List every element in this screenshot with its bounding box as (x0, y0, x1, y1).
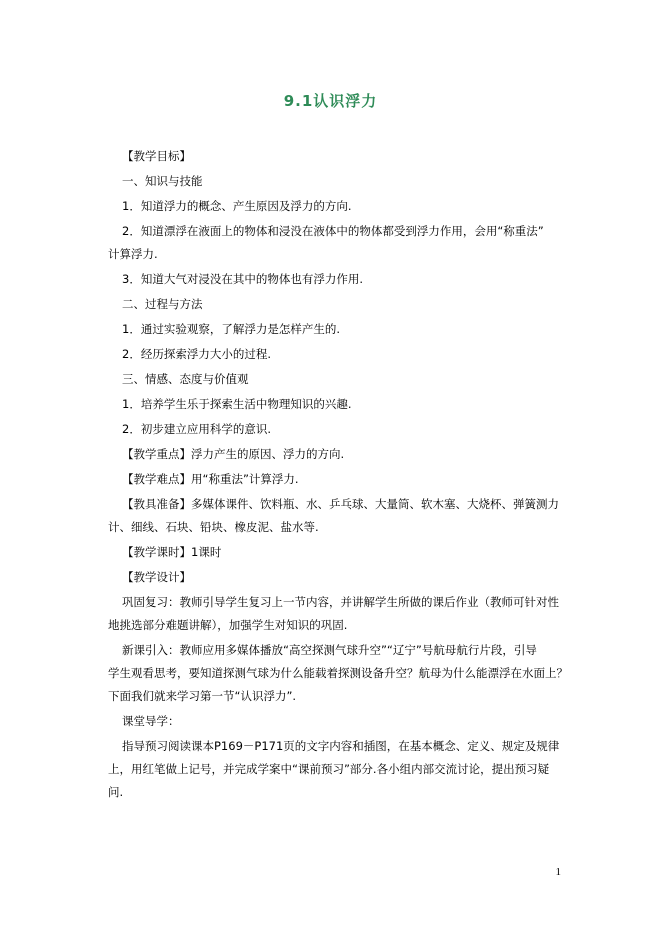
text-line: 一、知识与技能 (122, 174, 203, 188)
text-line: 学生观看思考，要知道探测气球为什么能载着探测设备升空？航母为什么能漂浮在水面上？ (108, 666, 568, 680)
text-line: 2．经历探索浮力大小的过程. (122, 347, 271, 361)
page-title: 9.1认识浮力 (283, 92, 378, 110)
text-line: 三、情感、态度与价值观 (122, 372, 249, 386)
text-line: 【教学难点】用“称重法”计算浮力. (122, 472, 299, 486)
text-line: 新课引入：教师应用多媒体播放“高空探测气球升空”“辽宁”号航母航行片段，引导 (122, 643, 537, 657)
text-line: 1．培养学生乐于探索生活中物理知识的兴趣. (122, 397, 352, 411)
document-body (108, 148, 568, 800)
text-line: 二、过程与方法 (122, 297, 203, 311)
page-number: 1 (555, 866, 561, 878)
text-line: 计算浮力. (108, 247, 158, 261)
text-line: 问. (108, 785, 124, 799)
text-line: 2．知道漂浮在液面上的物体和浸没在液体中的物体都受到浮力作用，会用“称重法” (122, 224, 544, 238)
text-line: 1．知道浮力的概念、产生原因及浮力的方向. (122, 199, 352, 213)
text-line: 2．初步建立应用科学的意识. (122, 422, 271, 436)
text-line: 下面我们就来学习第一节“认识浮力”. (108, 689, 297, 703)
text-line: 指导预习阅读课本P169－P171页的文字内容和插图，在基本概念、定义、规定及规律 (122, 739, 560, 753)
text-line: 【教学目标】 (122, 149, 191, 163)
text-line: 课堂导学： (122, 714, 180, 728)
text-line: 【教学重点】浮力产生的原因、浮力的方向. (122, 447, 345, 461)
text-line: 【教具准备】多媒体课件、饮料瓶、水、乒乓球、大量筒、软木塞、大烧杯、弹簧测力 (122, 497, 559, 511)
text-line: 【教学课时】1课时 (122, 545, 222, 559)
text-line: 上，用红笔做上记号，并完成学案中“课前预习”部分.各小组内部交流讨论，提出预习疑 (108, 762, 550, 776)
text-line: 计、细线、石块、铅块、橡皮泥、盐水等. (108, 520, 319, 534)
text-line: 1．通过实验观察，了解浮力是怎样产生的. (122, 322, 340, 336)
text-line: 巩固复习：教师引导学生复习上一节内容，并讲解学生所做的课后作业（教师可针对性 (122, 595, 559, 609)
text-line: 3．知道大气对浸没在其中的物体也有浮力作用. (122, 272, 363, 286)
text-line: 地挑选部分难题讲解），加强学生对知识的巩固. (108, 618, 348, 632)
text-line: 【教学设计】 (122, 570, 191, 584)
